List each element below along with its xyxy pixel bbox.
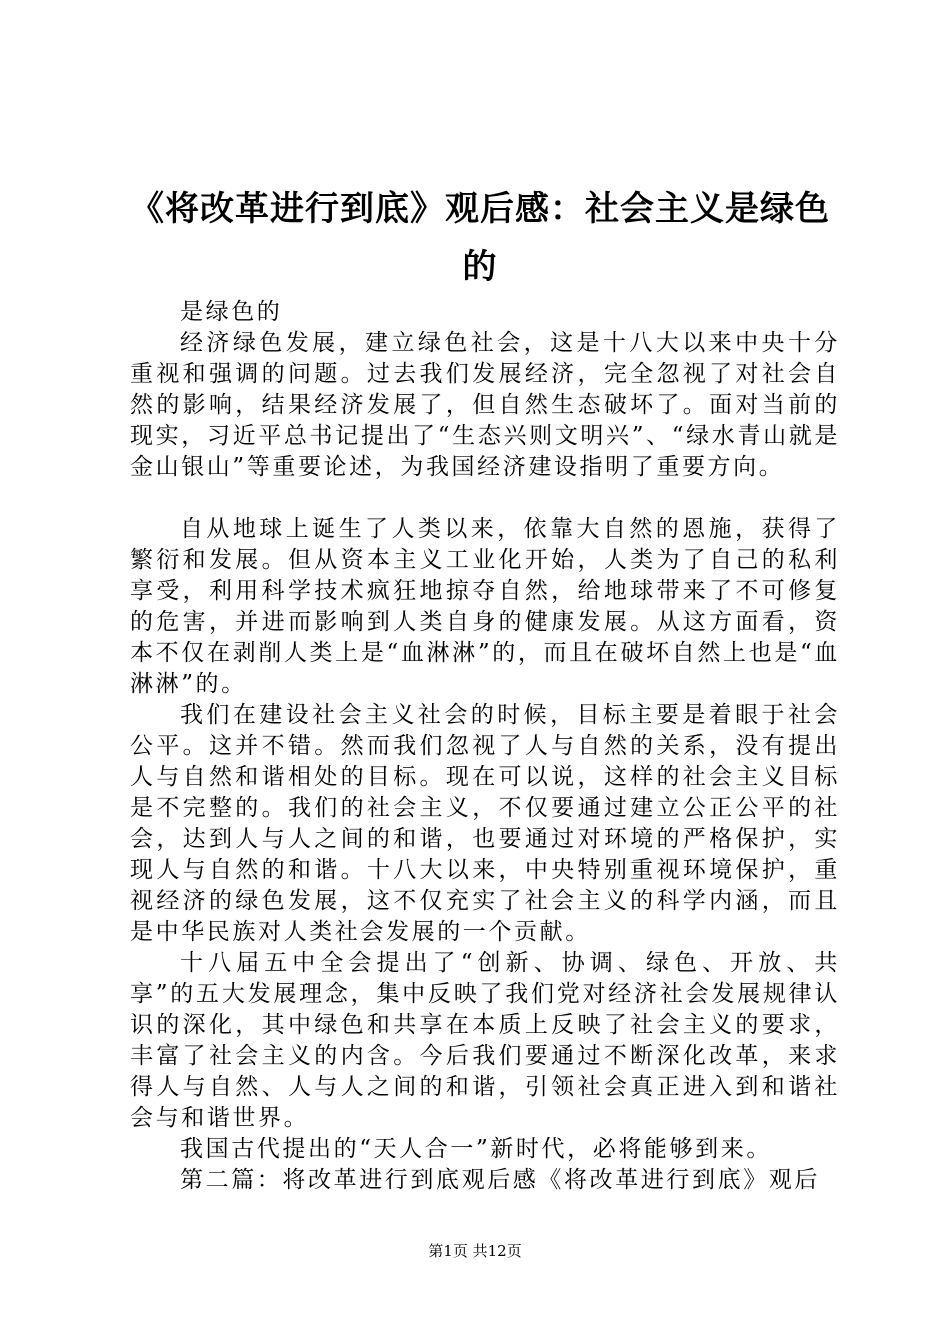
paragraph-subheading: 是绿色的 [180,299,283,325]
page-footer [0,1241,950,1261]
paragraph: 自从地球上诞生了人类以来，依靠大自然的恩施，获得了繁衍和发展。但从资本主义工业化开始，人类为了自己的私利享受，利用科学技术疯狂地掠夺自然，给地球带来了不可修复的危害，并进而影响到人类自身的健康发展。从这方面看，资本不仅在剥削人类上是“血淋淋”的，而且在破坏自然上也是“血淋淋”的。 [130,516,840,697]
document-title: 《将改革进行到底》观后感：社会主义是绿色的 [130,189,830,287]
paragraph: 经济绿色发展，建立绿色社会，这是十八大以来中央十分重视和强调的问题。过去我们发展经济，完全忽视了对社会自然的影响，结果经济发展了，但自然生态破坏了。面对当前的现实，习近平总书记提出了“生态兴则文明兴”、“绿水青山就是金山银山”等重要论述，为我国经济建设指明了重要方向。 [130,330,840,480]
paragraph: 我国古代提出的“天人合一”新时代，必将能够到来。 [180,1136,772,1162]
document-body [130,297,840,1196]
paragraph: 十八届五中全会提出了“创新、协调、绿色、开放、共享”的五大发展理念，集中反映了我们党对经济社会发展规律认识的深化，其中绿色和共享在本质上反映了社会主义的要求，丰富了社会主义的内含。今后我们要通过不断深化改革，来求得人与自然、人与人之间的和谐，引领社会真正进入到和谐社会与和谐世界。 [130,950,840,1131]
paragraph: 我们在建设社会主义社会的时候，目标主要是着眼于社会公平。这并不错。然而我们忽视了人与自然的关系，没有提出人与自然和谐相处的目标。现在可以说，这样的社会主义目标是不完整的。我们的社会主义，不仅要通过建立公正公平的社会，达到人与人之间的和谐，也要通过对环境的严格保护，实现人与自然的和谐。十八大以来，中央特别重视环境保护，重视经济的绿色发展，这不仅充实了社会主义的科学内涵，而且是中华民族对人类社会发展的一个贡献。 [130,702,840,945]
page-number: 第1页 共12页 [428,1242,522,1260]
paragraph: 第二篇：将改革进行到底观后感《将改革进行到底》观后 [180,1167,820,1193]
